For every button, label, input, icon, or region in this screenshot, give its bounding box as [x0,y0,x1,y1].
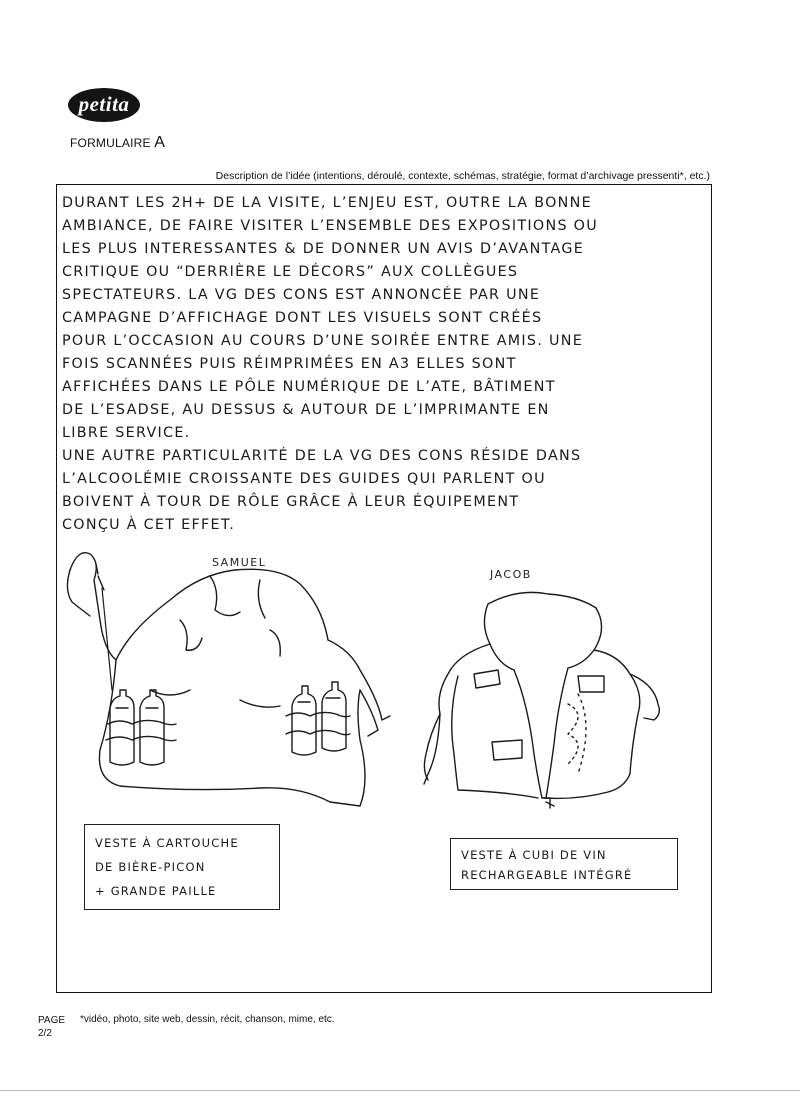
caption-line: DE BIÈRE-PICON [95,860,206,874]
form-label-prefix: FORMULAIRE [70,136,155,150]
logo-text: petita [78,91,130,116]
text-line: POUR L’OCCASION AU COURS D’UNE SOIRÉE ENTRE AMIS. UNE [62,333,584,349]
text-line: BOIVENT À TOUR DE RÔLE GRÂCE À LEUR ÉQUIPEMENT [62,494,520,510]
form-label [70,134,165,152]
petita-logo [68,88,140,122]
text-line: LIBRE SERVICE. [62,425,191,441]
text-line: CRITIQUE OU “DERRIÈRE LE DÉCORS” AUX COLLÈGUES [62,264,519,280]
scan-edge-line [0,1090,800,1091]
text-line: DE L’ESADSE, AU DESSUS & AUTOUR DE L’IMPRIMANTE EN [62,402,550,418]
drawing-name-samuel: SAMUEL [212,556,267,569]
text-line: CONÇU À CET EFFET. [62,517,236,533]
page-label: PAGE [38,1015,66,1026]
wine-jacket-sketch [418,584,668,814]
beer-jacket-sketch [60,540,400,820]
page-number: 2/2 [38,1028,52,1039]
handwritten-text [62,192,702,537]
text-line: AMBIANCE, DE FAIRE VISITER L’ENSEMBLE DES EXPOSITIONS OU [62,218,598,234]
caption-line: VESTE À CUBI DE VIN [461,848,607,862]
text-line: SPECTATEURS. LA VG DES CONS EST ANNONCÉE PAR UNE [62,287,541,303]
text-line: DURANT LES 2H+ DE LA VISITE, L’ENJEU EST, OUTRE LA BONNE [62,195,592,211]
beer-jacket-caption [84,824,280,910]
description-label: Description de l’idée (intentions, déroulé, contexte, schémas, stratégie, format d’archivage pressenti*, etc.) [215,170,710,182]
footnote: *vidéo, photo, site web, dessin, récit, chanson, mime, etc. [80,1014,335,1025]
wine-jacket-caption [450,838,678,890]
text-line: L’ALCOOLÉMIE CROISSANTE DES GUIDES QUI PARLENT OU [62,471,546,487]
page-indicator [38,1014,65,1040]
text-line: CAMPAGNE D’AFFICHAGE DONT LES VISUELS SONT CRÉÉS [62,310,543,326]
drawing-name-jacob: JACOB [490,568,532,581]
form-label-letter: A [154,134,166,151]
text-line: LES PLUS INTERESSANTES & DE DONNER UN AVIS D’AVANTAGE [62,241,585,257]
caption-line: VESTE À CARTOUCHE [95,836,239,850]
text-line: UNE AUTRE PARTICULARITÉ DE LA VG DES CONS RÉSIDE DANS [62,448,582,464]
caption-line: + GRANDE PAILLE [95,884,217,898]
caption-line: RECHARGEABLE INTÉGRÉ [461,868,633,882]
text-line: FOIS SCANNÉES PUIS RÉIMPRIMÉES EN A3 ELLES SONT [62,356,517,372]
text-line: AFFICHÉES DANS LE PÔLE NUMÉRIQUE DE L’ATE, BÂTIMENT [62,379,556,395]
